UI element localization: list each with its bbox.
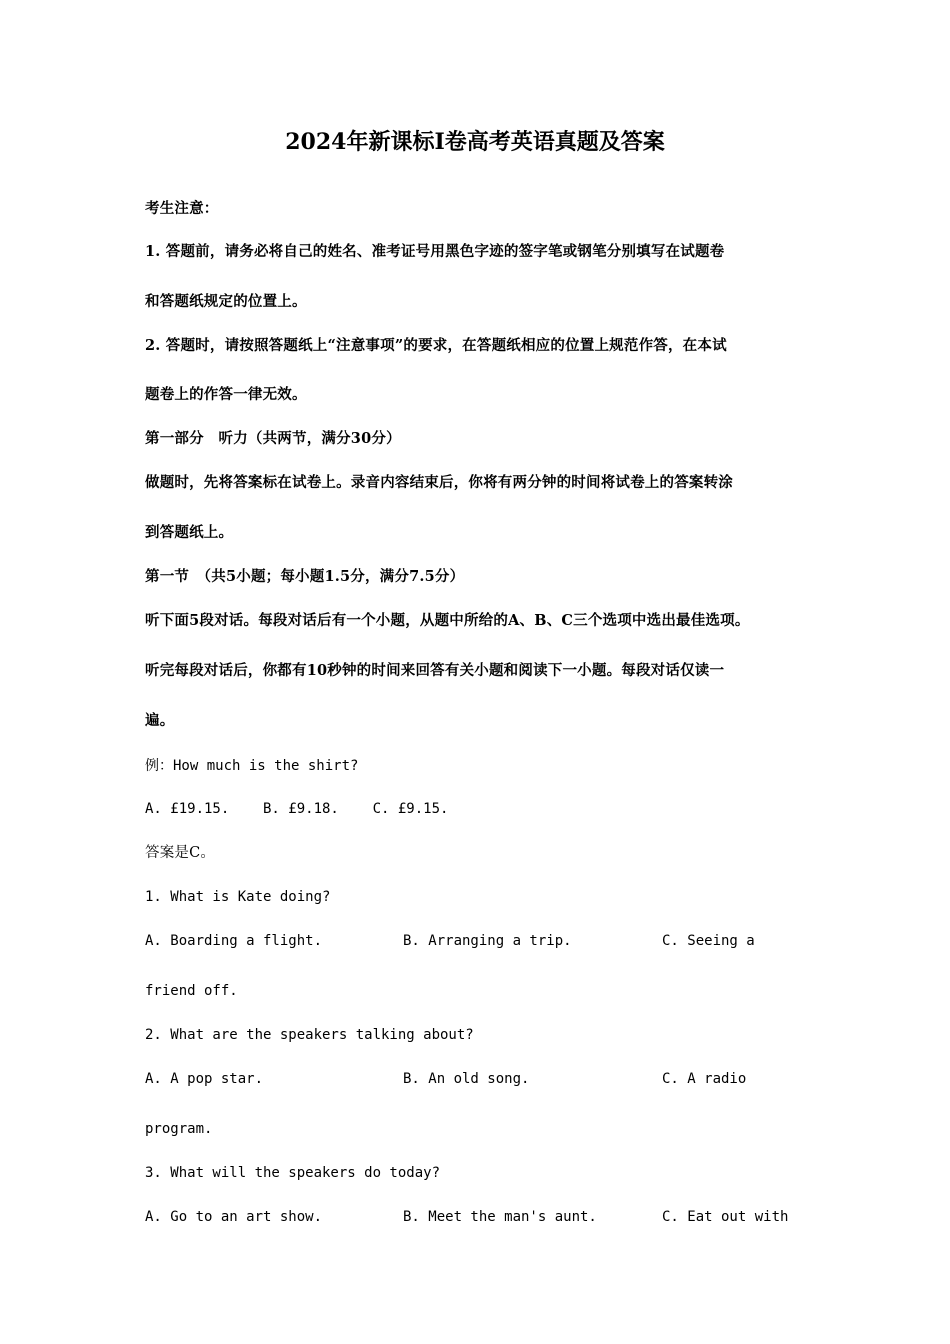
question-2: 2. What are the speakers talking about? — [145, 1027, 474, 1043]
question-1-option-a: A. Boarding a flight. — [145, 933, 323, 949]
section1-heading: 第一节 （共5小题；每小题1.5分，满分7.5分） — [145, 568, 465, 585]
section1-instructions-line2: 听完每段对话后，你都有10秒钟的时间来回答有关小题和阅读下一小题。每段对话仅读一 — [145, 662, 725, 679]
question-1-option-c: C. Seeing a — [662, 933, 755, 949]
section1-instructions-line3: 遍。 — [145, 712, 175, 729]
notice-item1-line2: 和答题纸规定的位置上。 — [145, 293, 307, 310]
example-answer: 答案是C。 — [145, 845, 216, 861]
question-2-option-a: A. A pop star. — [145, 1071, 264, 1087]
part1-heading: 第一部分 听力（共两节，满分30分） — [145, 430, 401, 447]
notice-item2-line2: 题卷上的作答一律无效。 — [145, 386, 307, 403]
question-3-option-b: B. Meet the man's aunt. — [403, 1209, 597, 1225]
question-3-option-c: C. Eat out with — [662, 1209, 789, 1225]
question-1-option-c-continued: friend off. — [145, 983, 238, 999]
question-2-option-c: C. A radio — [662, 1071, 747, 1087]
question-1: 1. What is Kate doing? — [145, 889, 331, 905]
part1-instructions-line2: 到答题纸上。 — [145, 524, 234, 541]
question-3-option-a: A. Go to an art show. — [145, 1209, 323, 1225]
example-question: 例：How much is the shirt? — [145, 758, 359, 774]
example-options: A. £19.15. B. £9.18. C. £9.15. — [145, 801, 449, 817]
question-1-option-b: B. Arranging a trip. — [403, 933, 572, 949]
part1-instructions-line1: 做题时，先将答案标在试卷上。录音内容结束后，你将有两分钟的时间将试卷上的答案转涂 — [145, 474, 733, 491]
notice-item2-line1: 2. 答题时，请按照答题纸上“注意事项”的要求，在答题纸相应的位置上规范作答，在本试 — [145, 337, 727, 354]
page-title: 2024年新课标Ⅰ卷高考英语真题及答案 — [285, 129, 665, 155]
question-2-option-c-continued: program. — [145, 1121, 213, 1137]
question-2-option-b: B. An old song. — [403, 1071, 530, 1087]
section1-instructions-line1: 听下面5段对话。每段对话后有一个小题，从题中所给的A、B、C三个选项中选出最佳选项。 — [145, 612, 750, 629]
notice-item1-line1: 1. 答题前，请务必将自己的姓名、准考证号用黑色字迹的签字笔或钢笔分别填写在试题卷 — [145, 243, 725, 260]
notice-heading: 考生注意： — [145, 200, 219, 217]
question-3: 3. What will the speakers do today? — [145, 1165, 441, 1181]
